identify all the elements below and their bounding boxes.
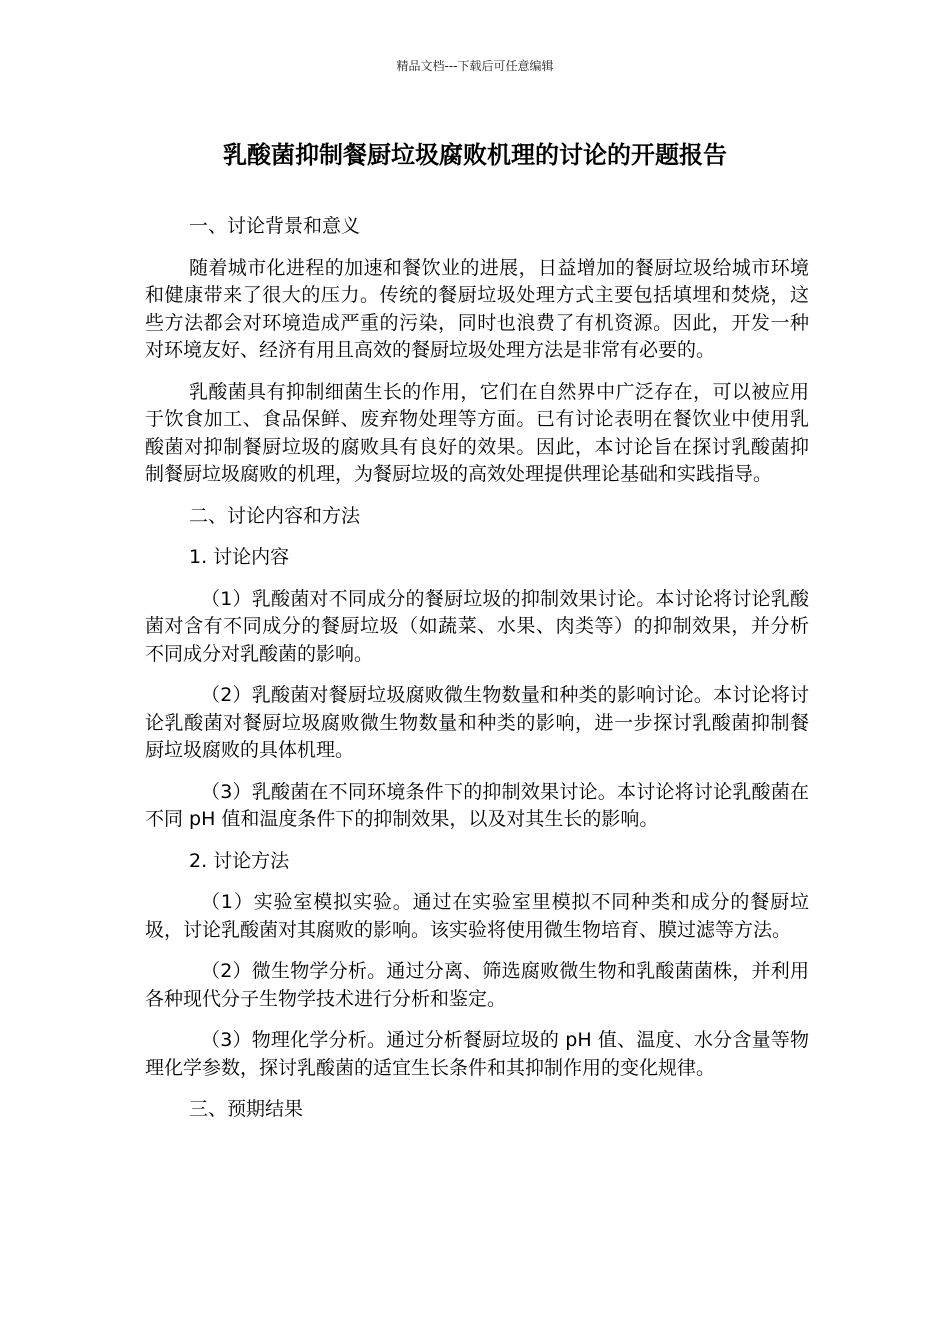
method-item-2: （2）微生物学分析。通过分离、筛选腐败微生物和乳酸菌菌株，并利用各种现代分子生物学技术进行分析和鉴定。 — [145, 960, 809, 1010]
document-title: 乳酸菌抑制餐厨垃圾腐败机理的讨论的开题报告 — [223, 141, 727, 169]
section-heading-content-methods: 二、讨论内容和方法 — [189, 504, 361, 527]
paragraph-background-1: 随着城市化进程的加速和餐饮业的进展，日益增加的餐厨垃圾给城市环境和健康带来了很大的压力。传统的餐厨垃圾处理方式主要包括填埋和焚烧，这些方法都会对环境造成严重的污染，同时也浪费了有机资源。因此，开发一种对环境友好、经济有用且高效的餐厨垃圾处理方法是非常有必要的。 — [145, 256, 809, 361]
header-note: 精品文档---下载后可任意编辑 — [396, 59, 554, 73]
document-body — [145, 213, 809, 1138]
section-heading-expected-results: 三、预期结果 — [189, 1098, 304, 1120]
section-heading-background: 一、讨论背景和意义 — [189, 215, 361, 237]
subheading-content: 1. 讨论内容 — [189, 546, 290, 568]
paragraph-background-2: 乳酸菌具有抑制细菌生长的作用，它们在自然界中广泛存在，可以被应用于饮食加工、食品保鲜、废弃物处理等方面。已有讨论表明在餐饮业中使用乳酸菌对抑制餐厨垃圾的腐败具有良好的效果。因此，本讨论旨在探讨乳酸菌抑制餐厨垃圾腐败的机理，为餐厨垃圾的高效处理提供理论基础和实践指导。 — [145, 380, 809, 485]
content-item-1: （1）乳酸菌对不同成分的餐厨垃圾的抑制效果讨论。本讨论将讨论乳酸菌对含有不同成分的餐厨垃圾（如蔬菜、水果、肉类等）的抑制效果，并分析不同成分对乳酸菌的影响。 — [145, 587, 809, 665]
content-item-2: （2）乳酸菌对餐厨垃圾腐败微生物数量和种类的影响讨论。本讨论将讨论乳酸菌对餐厨垃圾腐败微生物数量和种类的影响，进一步探讨乳酸菌抑制餐厨垃圾腐败的具体机理。 — [145, 684, 809, 761]
content-item-3: （3）乳酸菌在不同环境条件下的抑制效果讨论。本讨论将讨论乳酸菌在不同 pH 值和温度条件下的抑制效果，以及对其生长的影响。 — [145, 780, 809, 830]
method-item-3: （3）物理化学分析。通过分析餐厨垃圾的 pH 值、温度、水分含量等物理化学参数，探讨乳酸菌的适宜生长条件和其抑制作用的变化规律。 — [145, 1029, 809, 1079]
method-item-1: （1）实验室模拟实验。通过在实验室里模拟不同种类和成分的餐厨垃圾，讨论乳酸菌对其腐败的影响。该实验将使用微生物培育、膜过滤等方法。 — [145, 891, 809, 941]
subheading-methods: 2. 讨论方法 — [189, 849, 290, 872]
